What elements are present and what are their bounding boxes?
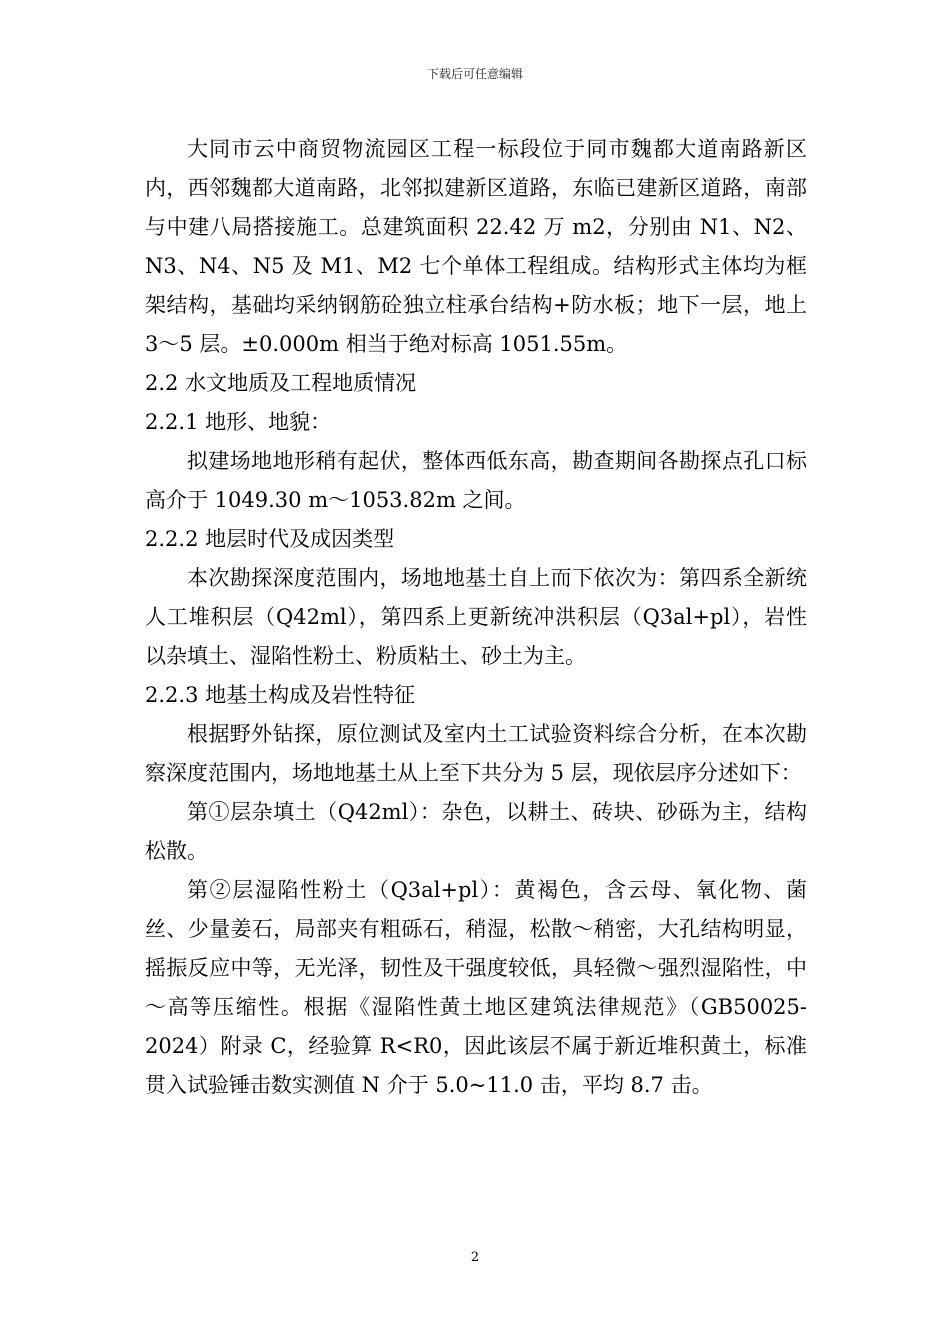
- page-number: 2: [470, 1250, 480, 1265]
- paragraph-project-overview: 大同市云中商贸物流园区工程一标段位于同市魏都大道南路新区内，西邻魏都大道南路，北邻拟建新区道路，东临已建新区道路，南部与中建八局搭接施工。总建筑面积 22.42 万 m2，分别由 N1、N2、N3、N4、N5 及 M1、M2 七个单体工程组成。结构形式主体均为框架结构，基础均采纳钢筋砼独立柱承台结构+防水板；地下一层，地上 3～5 层。±0.000m 相当于绝对标高 1051.55m。: [145, 137, 807, 356]
- paragraph-terrain: 拟建场地地形稍有起伏，整体西低东高，勘查期间各勘探点孔口标高介于 1049.30 m～1053.82m 之间。: [145, 449, 807, 512]
- paragraph-strata-age: 本次勘探深度范围内，场地地基土自上而下依次为：第四系全新统人工堆积层（Q42ml），第四系上更新统冲洪积层（Q3al+pl），岩性以杂填土、湿陷性粉土、粉质粘土、砂土为主。: [145, 566, 807, 668]
- section-heading-hydrogeology: 2.2 水文地质及工程地质情况: [145, 371, 417, 395]
- paragraph-foundation-soil: 根据野外钻探，原位测试及室内土工试验资料综合分析，在本次勘察深度范围内，场地地基土从上至下共分为 5 层，现依层序分述如下：: [145, 722, 807, 785]
- document-body: [145, 130, 807, 1105]
- subsection-heading-foundation-soil: 2.2.3 地基土构成及岩性特征: [145, 683, 416, 707]
- subsection-heading-strata-age: 2.2.2 地层时代及成因类型: [145, 527, 395, 551]
- subsection-heading-terrain: 2.2.1 地形、地貌：: [145, 410, 332, 434]
- page-header: 下载后可任意编辑: [426, 67, 523, 81]
- paragraph-layer-1: 第①层杂填土（Q42ml）：杂色，以耕土、砖块、砂砾为主，结构松散。: [145, 800, 807, 863]
- paragraph-layer-2: 第②层湿陷性粉土（Q3al+pl）：黄褐色，含云母、氧化物、菌丝、少量姜石，局部夹有粗砾石，稍湿，松散～稍密，大孔结构明显，摇振反应中等，无光泽，韧性及干强度较低，具轻微～强烈湿陷性，中～高等压缩性。根据《湿陷性黄土地区建筑法律规范》（GB50025-2024）附录 C，经验算 R<R0，因此该层不属于新近堆积黄土，标准贯入试验锤击数实测值 N 介于 5.0~11.0 击，平均 8.7 击。: [145, 878, 807, 1097]
